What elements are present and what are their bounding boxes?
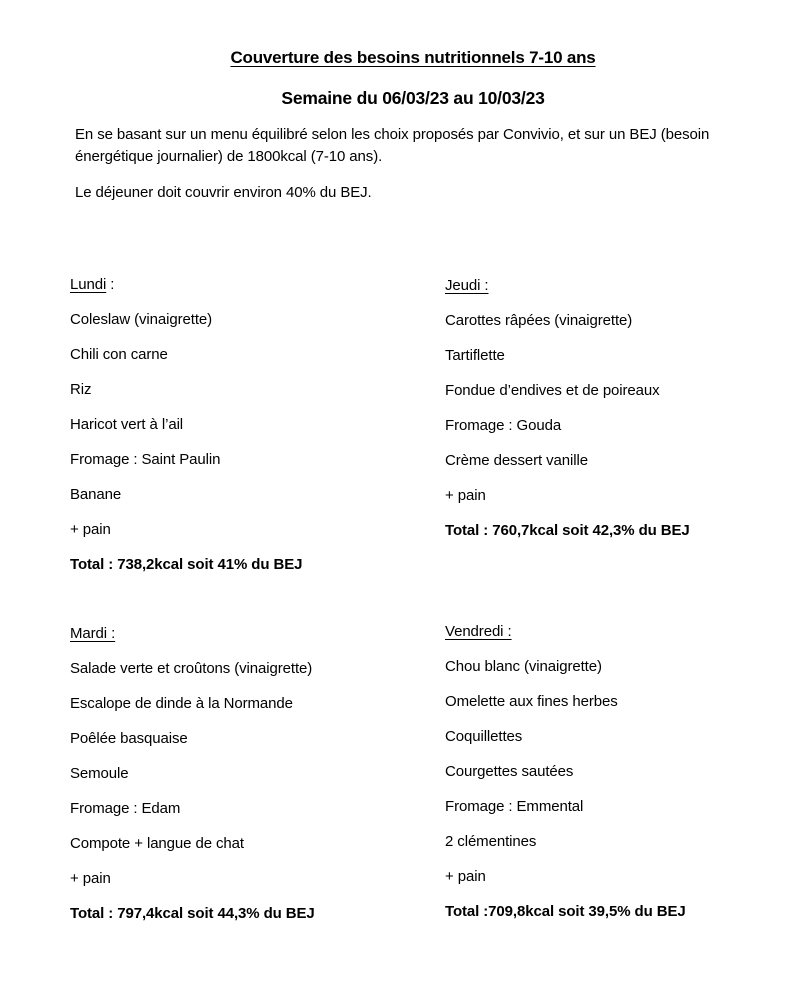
day-menu-lundi bbox=[70, 274, 410, 589]
document-title: Couverture des besoins nutritionnels 7-10 ans bbox=[230, 48, 596, 67]
day-header bbox=[70, 623, 410, 658]
menu-item: Semoule bbox=[70, 765, 129, 782]
menu-item: Carottes râpées (vinaigrette) bbox=[445, 312, 633, 329]
day-label-colon: : bbox=[106, 276, 115, 293]
day-total: Total : 738,2kcal soit 41% du BEJ bbox=[70, 556, 303, 573]
day-header bbox=[70, 274, 410, 309]
day-header bbox=[445, 621, 785, 656]
intro-note: Le déjeuner doit couvrir environ 40% du BEJ. bbox=[75, 184, 372, 201]
menu-item: Coleslaw (vinaigrette) bbox=[70, 311, 213, 328]
day-label: Jeudi : bbox=[445, 277, 489, 294]
menu-item: Banane bbox=[70, 486, 122, 503]
menu-item: Courgettes sautées bbox=[445, 763, 574, 780]
menu-item: Fromage : Saint Paulin bbox=[70, 451, 221, 468]
day-label: Mardi : bbox=[70, 625, 116, 642]
day-header bbox=[445, 275, 785, 310]
menu-item: Fromage : Edam bbox=[70, 800, 181, 817]
week-subtitle: Semaine du 06/03/23 au 10/03/23 bbox=[281, 88, 545, 108]
menu-item: Crème dessert vanille bbox=[445, 452, 588, 469]
day-total: Total :709,8kcal soit 39,5% du BEJ bbox=[445, 903, 686, 920]
day-total: Total : 797,4kcal soit 44,3% du BEJ bbox=[70, 905, 315, 922]
intro-paragraph: En se basant sur un menu équilibré selon les choix proposés par Convivio, et sur un BEJ (besoin énergétique journalier) de 1800kcal (7-10 ans). bbox=[75, 126, 710, 165]
menu-item: Fromage : Emmental bbox=[445, 798, 584, 815]
day-menu-jeudi bbox=[445, 275, 785, 555]
menu-item: Coquillettes bbox=[445, 728, 523, 745]
day-total: Total : 760,7kcal soit 42,3% du BEJ bbox=[445, 522, 690, 539]
menu-item: 2 clémentines bbox=[445, 833, 537, 850]
menu-item: Riz bbox=[70, 381, 92, 398]
menu-item: Fondue d’endives et de poireaux bbox=[445, 382, 660, 399]
menu-item: Salade verte et croûtons (vinaigrette) bbox=[70, 660, 313, 677]
menu-item: Escalope de dinde à la Normande bbox=[70, 695, 293, 712]
day-label: Lundi bbox=[70, 276, 107, 293]
menu-item: Compote + langue de chat bbox=[70, 835, 244, 852]
menu-item: + pain bbox=[70, 870, 111, 887]
menu-item: Poêlée basquaise bbox=[70, 730, 188, 747]
day-label: Vendredi : bbox=[445, 623, 512, 640]
menu-item: Chou blanc (vinaigrette) bbox=[445, 658, 602, 675]
menu-item: + pain bbox=[70, 521, 111, 538]
day-menu-mardi bbox=[70, 623, 410, 938]
menu-item: Omelette aux fines herbes bbox=[445, 693, 618, 710]
menu-item: + pain bbox=[445, 868, 486, 885]
menu-item: Tartiflette bbox=[445, 347, 505, 364]
menu-item: Haricot vert à l’ail bbox=[70, 416, 184, 433]
menu-item: Fromage : Gouda bbox=[445, 417, 562, 434]
day-menu-vendredi bbox=[445, 621, 785, 936]
menu-item: + pain bbox=[445, 487, 486, 504]
menu-item: Chili con carne bbox=[70, 346, 168, 363]
